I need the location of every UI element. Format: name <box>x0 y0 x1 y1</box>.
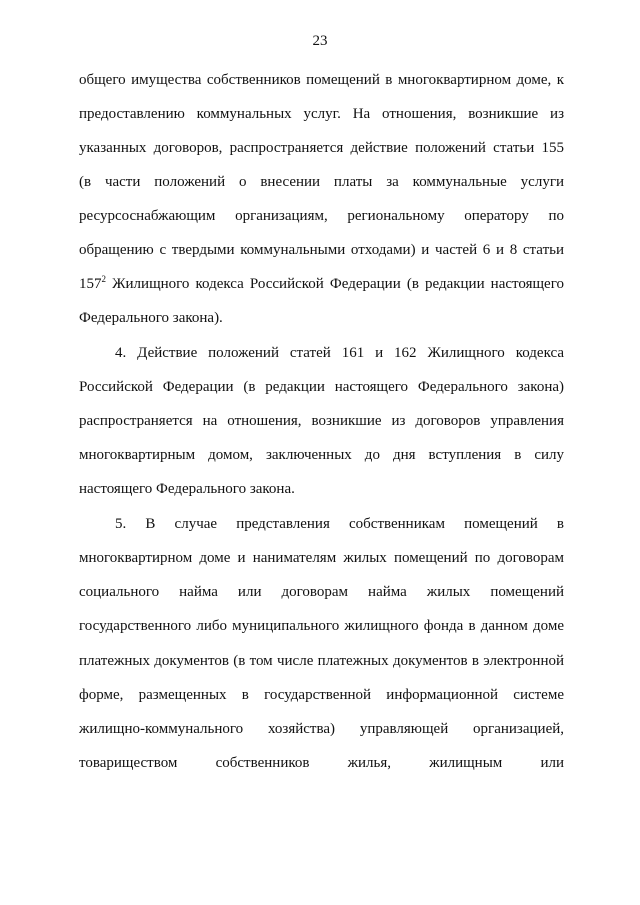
text-line: жилищно-коммунального хозяйства) управляющей организацией, <box>79 721 564 737</box>
page-number: 23 <box>312 33 328 49</box>
text-line: (в части положений о внесении платы за коммунальные услуги <box>79 174 564 190</box>
text-line: многоквартирном доме и нанимателям жилых помещений по договорам <box>79 550 564 566</box>
text-line: ресурсоснабжающим организациям, региональному оператору по <box>79 208 564 224</box>
text-line: распространяется на отношения, возникшие из договоров управления <box>79 413 564 429</box>
text-line: платежных документов (в том числе платежных документов в электронной <box>79 653 564 669</box>
text-line: форме, размещенных в государственной информационной системе <box>79 687 564 703</box>
text-line: многоквартирным домом, заключенных до дня вступления в силу <box>79 447 564 463</box>
text-line: предоставлению коммунальных услуг. На отношения, возникшие из <box>79 106 564 122</box>
text-line: социального найма или договорам найма жилых помещений <box>79 584 564 600</box>
text-line: Российской Федерации (в редакции настоящего Федерального закона) <box>79 379 564 395</box>
text-line-with-superscript <box>79 274 564 294</box>
text-line-rest: Жилищного кодекса Российской Федерации (в редакции настоящего <box>106 276 564 292</box>
paragraph-4-first-line: 4. Действие положений статей 161 и 162 Жилищного кодекса <box>115 345 564 361</box>
text-line: общего имущества собственников помещений в многоквартирном доме, к <box>79 72 564 88</box>
text-line: товариществом собственников жилья, жилищным или <box>79 755 564 771</box>
text-line: государственного либо муниципального жилищного фонда в данном доме <box>79 618 564 634</box>
paragraph-5-first-line: 5. В случае представления собственникам помещений в <box>115 516 564 532</box>
text-line: обращению с твердыми коммунальными отходами) и частей 6 и 8 статьи <box>79 242 564 258</box>
text-line: Федерального закона). <box>79 310 223 326</box>
article-superscript: 2 <box>101 274 106 284</box>
text-line: указанных договоров, распространяется действие положений статьи 155 <box>79 140 564 156</box>
text-line: настоящего Федерального закона. <box>79 481 295 497</box>
article-number: 157 <box>79 276 102 292</box>
